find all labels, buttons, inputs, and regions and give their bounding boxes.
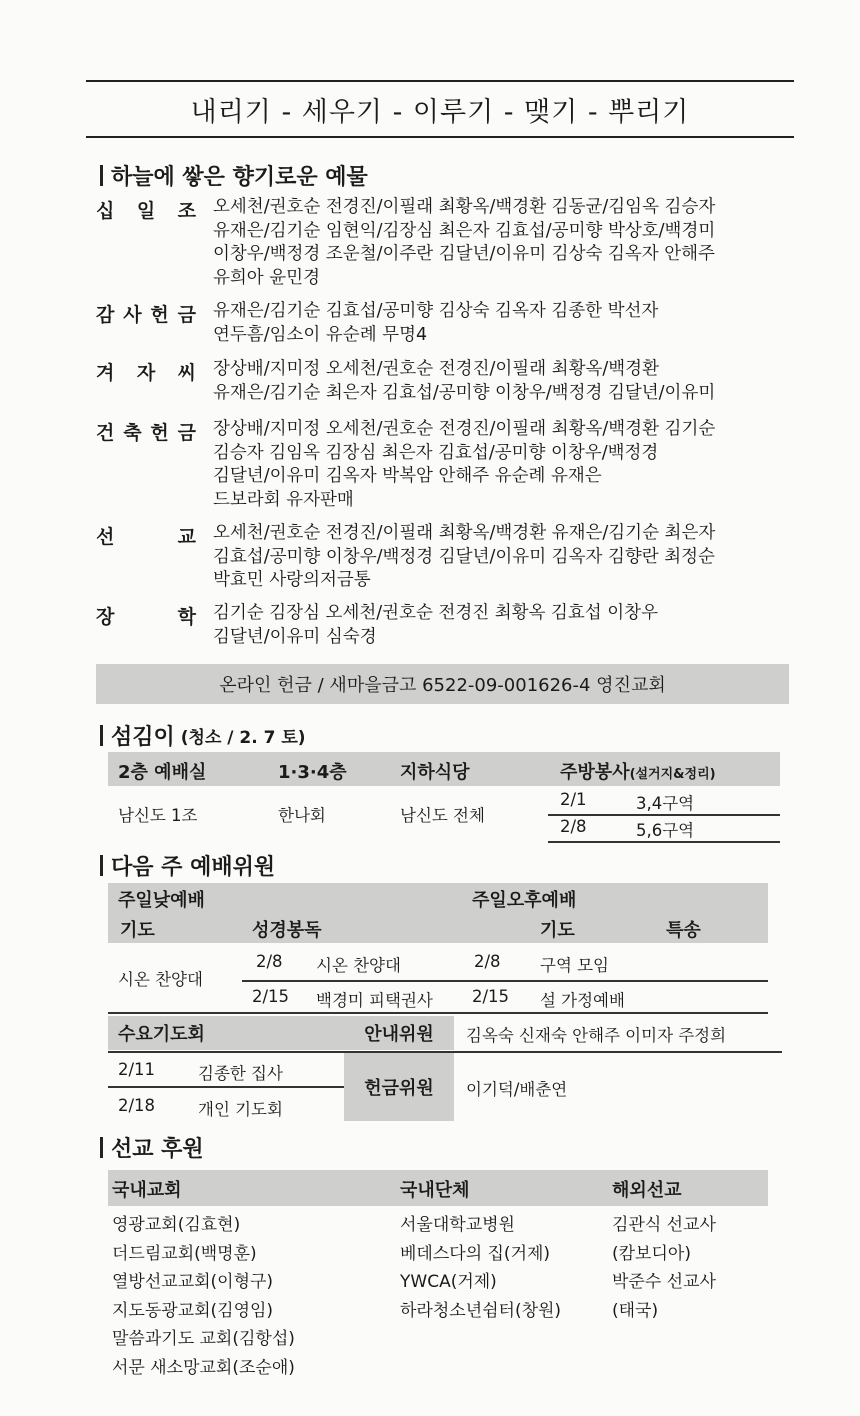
offering-label-char: 축: [123, 422, 142, 444]
offering-names-line: 유재은/김기순 최은자 김효섭/공미향 이창우/백정경 김달년/이유미: [213, 382, 716, 403]
domestic-org-item: 하라청소년쉼터(창원): [400, 1300, 562, 1321]
offering-names: [213, 196, 798, 290]
usher-label: 안내위원: [364, 1024, 434, 1045]
missions-title-text: 선교 후원: [111, 1137, 204, 1162]
serving-header-basement: 지하식당: [400, 762, 470, 783]
offering-label-char: 일: [136, 200, 156, 222]
overseas-item: 박준수 선교사: [612, 1272, 716, 1292]
serving-cell-basement: 남신도 전체: [400, 806, 485, 825]
offering-names-line: 김달년/이유미 김옥자 박복암 안해주 유순례 유재은: [213, 466, 602, 486]
offering-label-char: 십: [96, 200, 115, 222]
domestic-org-item: YWCA(거제): [400, 1272, 497, 1292]
offering-label-char: 사: [123, 304, 142, 326]
usher-header: [344, 1016, 454, 1050]
wed-row1-name: 김종한 집사: [198, 1064, 283, 1083]
row2-reading: 백경미 피택권사: [316, 991, 433, 1010]
offering-names: [213, 602, 798, 649]
offering-label-char: 조: [177, 200, 196, 222]
offerings-title-text: 하늘에 쌓은 향기로운 예물: [111, 165, 368, 190]
serving-title-text: 섬김이: [111, 725, 175, 750]
offering-committee-header: [344, 1053, 454, 1121]
wednesday-label: 수요기도회: [118, 1024, 205, 1045]
section-bar-icon: [100, 855, 103, 876]
overseas-item: 김관식 선교사: [612, 1215, 716, 1235]
domestic-org-item: 베데스다의 집(거제): [400, 1243, 551, 1264]
section-bar-icon: [100, 725, 103, 746]
sunday-pm-label: 주일오후예배: [472, 890, 577, 911]
domestic-church-item: 서문 새소망교회(조순애): [112, 1357, 295, 1378]
am-prayer-cell: 시온 찬양대: [118, 970, 203, 989]
offering-names-line: 김승자 김임옥 김장심 최은자 김효섭/공미향 이창우/백정경: [213, 442, 659, 463]
missions-title: [100, 1132, 204, 1163]
usher-names: 김옥숙 신재숙 안해주 이미자 주정희: [466, 1026, 727, 1045]
serving-cell-2f: 남신도 1조: [118, 806, 198, 825]
kitchen-divider: [548, 814, 780, 816]
col-reading: 성경봉독: [252, 920, 322, 941]
wed-row2-date: 2/18: [118, 1096, 156, 1115]
serving-cell-134: 한나회: [278, 806, 326, 825]
offering-committee-label: 헌금위원: [364, 1078, 434, 1099]
domestic-org-item: 서울대학교병원: [400, 1215, 515, 1235]
offering-names: [213, 418, 798, 512]
offering-names-line: 김효섭/공미향 이창우/백정경 김달년/이유미 김옥자 김향란 최정순: [213, 546, 715, 567]
offering-label-char: 금: [177, 422, 196, 444]
serving-header-kitchen: [560, 758, 716, 784]
section-bar-icon: [100, 1137, 103, 1158]
domestic-church-item: 영광교회(김효현): [112, 1215, 241, 1235]
wednesday-header: [108, 1016, 344, 1050]
offering-label-char: 건: [96, 422, 115, 444]
serving-title: [100, 720, 306, 751]
row1-pm-date: 2/8: [474, 952, 501, 971]
col-domestic-org: 국내단체: [400, 1180, 470, 1201]
offering-label: [96, 522, 196, 549]
offering-names-line: 장상배/지미정 오세천/권호순 전경진/이필래 최황옥/백경환 김기순: [213, 419, 716, 439]
serving-subtitle: (청소 / 2. 7 토): [180, 728, 306, 748]
row1-reading: 시온 찬양대: [316, 956, 401, 975]
offerings-title: [100, 160, 368, 191]
domestic-church-item: 열방선교교회(이형구): [112, 1272, 274, 1292]
offering-committee-names: 이기덕/배춘연: [466, 1080, 568, 1099]
domestic-church-item: 지도동광교회(김영임): [112, 1300, 274, 1321]
col-special: 특송: [666, 920, 701, 941]
offering-label: [96, 300, 196, 327]
offering-names: [213, 358, 798, 405]
row2-date: 2/15: [252, 987, 290, 1006]
online-offering-bar: [96, 664, 789, 704]
offering-names-line: 오세천/권호순 전경진/이필래 최황옥/백경환 유재은/김기순 최은자: [213, 523, 716, 543]
offering-label-char: 겨: [96, 362, 115, 384]
row2-pm-date: 2/15: [472, 987, 510, 1006]
next-week-title: [100, 850, 275, 881]
kitchen-date-1: 2/1: [560, 790, 587, 809]
kitchen-date-2: 2/8: [560, 817, 587, 836]
offering-label-char: 교: [177, 526, 196, 548]
sunday-am-label: 주일낮예배: [118, 890, 205, 911]
col-domestic-church: 국내교회: [112, 1180, 182, 1201]
wed-row2-name: 개인 기도회: [198, 1100, 283, 1119]
offering-label: [96, 418, 196, 445]
offering-label-char: 감: [96, 304, 115, 326]
offering-label-char: 자: [136, 362, 156, 384]
offering-label: [96, 196, 196, 223]
col-prayer-pm: 기도: [540, 920, 575, 941]
offering-label: [96, 602, 196, 629]
offering-label-char: 장: [96, 606, 115, 628]
offering-label-char: 선: [96, 526, 115, 548]
offering-names-line: 오세천/권호순 전경진/이필래 최황옥/백경환 김동균/김임옥 김승자: [213, 197, 716, 217]
kitchen-bottom-rule: [548, 841, 780, 843]
wed-divider: [108, 1086, 344, 1088]
row1-date: 2/8: [256, 952, 283, 971]
overseas-item: (태국): [612, 1300, 659, 1321]
kitchen-value-2: 5,6구역: [636, 821, 695, 840]
offering-names-line: 드보라회 유자판매: [213, 489, 354, 510]
offering-names: [213, 300, 798, 347]
domestic-church-item: 말씀과기도 교회(김항섭): [112, 1329, 295, 1349]
offering-names-line: 김기순 김장심 오세천/권호순 전경진 최황옥 김효섭 이창우: [213, 603, 658, 623]
wed-row1-date: 2/11: [118, 1060, 156, 1079]
bottom-rule: [86, 136, 794, 138]
col-overseas: 해외선교: [612, 1180, 682, 1201]
motto-banner: 내리기 - 세우기 - 이루기 - 맺기 - 뿌리기: [190, 96, 690, 128]
offering-label-char: 학: [177, 606, 196, 628]
serving-header-134: 1·3·4층: [278, 762, 347, 783]
offering-names-line: 김달년/이유미 심숙경: [213, 626, 377, 647]
next-week-bottom-rule: [108, 1012, 768, 1014]
offering-label-char: 헌: [150, 304, 169, 326]
offering-names-line: 유희아 윤민경: [213, 267, 320, 288]
kitchen-value-1: 3,4구역: [636, 794, 695, 813]
offering-label: [96, 358, 196, 385]
offering-names-line: 유재은/김기순 김효섭/공미향 김상숙 김옥자 김종한 박선자: [213, 301, 659, 321]
overseas-item: (캄보디아): [612, 1243, 691, 1264]
serving-header-2f: 2층 예배실: [118, 762, 207, 783]
offering-label-char: 헌: [150, 422, 169, 444]
online-offering-text: 온라인 헌금 / 새마을금고 6522-09-001626-4 영진교회: [219, 675, 666, 696]
row2-pm-prayer: 설 가정예배: [540, 991, 625, 1010]
row1-pm-prayer: 구역 모임: [540, 956, 610, 975]
row-divider: [242, 980, 768, 982]
offering-names-line: 이창우/백정경 조운철/이주란 김달년/이유미 김상숙 김옥자 안해주: [213, 244, 715, 264]
next-week-title-text: 다음 주 예배위원: [111, 855, 276, 880]
kitchen-note: (설거지&정리): [629, 767, 716, 782]
section-bar-icon: [100, 165, 103, 186]
kitchen-label: 주방봉사: [560, 762, 630, 783]
offering-names-line: 장상배/지미정 오세천/권호순 전경진/이필래 최황옥/백경환: [213, 359, 659, 379]
offering-label-char: 금: [177, 304, 196, 326]
offering-names-line: 유재은/김기순 임현익/김장심 최은자 김효섭/공미향 박상호/백경미: [213, 220, 716, 241]
offering-names-line: 연두흠/임소이 유순례 무명4: [213, 324, 428, 345]
offering-label-char: 씨: [177, 362, 196, 384]
col-prayer: 기도: [120, 920, 155, 941]
domestic-church-item: 더드림교회(백명훈): [112, 1243, 257, 1264]
offering-names: [213, 522, 798, 593]
offering-names-line: 박효민 사랑의저금통: [213, 570, 371, 590]
